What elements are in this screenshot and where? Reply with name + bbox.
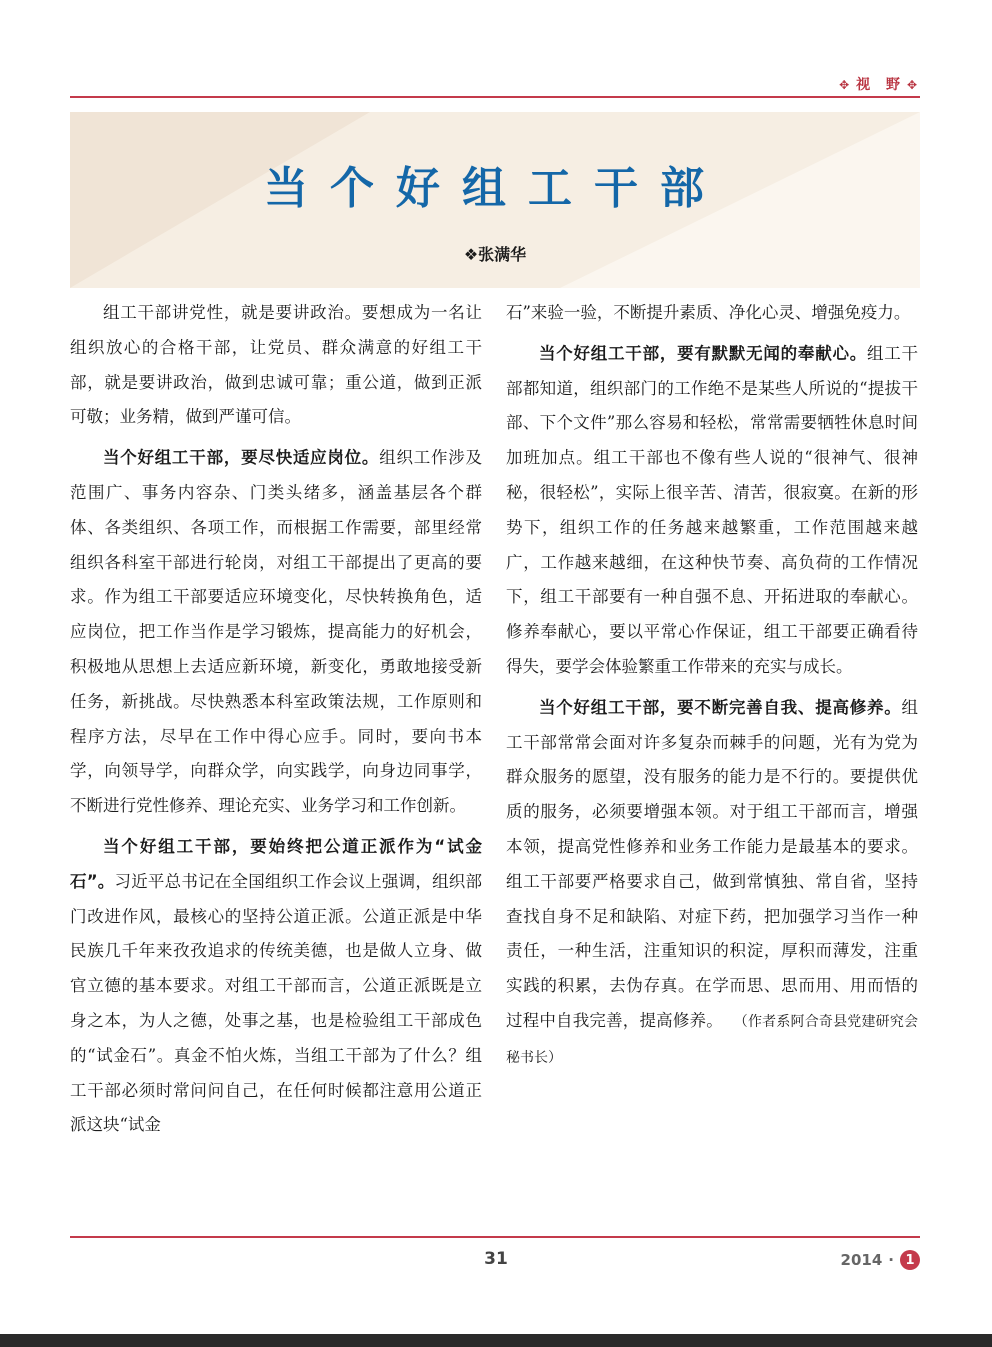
bottom-strip [0, 1334, 992, 1347]
right-column [506, 296, 918, 1082]
ornament-icon: ✥ [839, 78, 851, 92]
section-tag-label: 视 野 [856, 77, 902, 93]
paragraph [70, 830, 482, 1143]
left-column [70, 296, 482, 1149]
author-name: 张满华 [478, 245, 527, 264]
page-number: 31 [484, 1249, 508, 1269]
issue-year: 2014 [840, 1251, 883, 1269]
article-title: 当个好组工干部 [264, 163, 726, 214]
footer-rule [70, 1236, 920, 1238]
paragraph [506, 691, 918, 1076]
paragraph [70, 296, 482, 435]
paragraph-text: 组织工作涉及范围广、事务内容杂、门类头绪多，涵盖基层各个群体、各类组织、各项工作，而根据工作需要，部里经常组织各科室干部进行轮岗，对组工干部提出了更高的要求。作为组工干部要适应环境变化，尽快转换角色，适应岗位，把工作当作是学习锻炼，提高能力的好机会，积极地从思想上去适应新环境，新变化，勇敢地接受新任务，新挑战。尽快熟悉本科室政策法规，工作原则和程序方法，尽早在工作中得心应手。同时，要向书本学，向领导学，向群众学，向实践学，向身边同事学，不断进行党性修养、理论充实、业务学习和工作创新。 [70, 448, 483, 816]
paragraph-lead: 当个好组工干部，要始终把公道正派作为“试金石”。 [70, 836, 482, 891]
paragraph-text: 组工干部讲党性，就是要讲政治。要想成为一名让组织放心的合格干部，让党员、群众满意的好组工干部，就是要讲政治，做到忠诚可靠；重公道，做到正派可敬；业务精，做到严谨可信。 [70, 303, 482, 427]
header-rule [70, 96, 920, 98]
paragraph-lead: 当个好组工干部，要尽快适应岗位。 [103, 448, 380, 468]
paragraph-lead: 当个好组工干部，要不断完善自我、提高修养。 [539, 697, 902, 717]
separator-dot: · [888, 1251, 894, 1269]
diamond-icon: ❖ [463, 245, 479, 264]
author-signature: （作者系阿合奇县党建研究会秘书长） [506, 1013, 919, 1066]
paragraph-text: 组工干部常常会面对许多复杂而棘手的问题，光有为党为群众服务的愿望，没有服务的能力是不行的。要提供优质的服务，必须要增强本领。对于组工干部而言，增强本领，提高党性修养和业务工作能力是最基本的要求。组工干部要严格要求自己，做到常慎独、常自省，坚持查找自身不足和缺陷、对症下药，把加强学习当作一种责任，一种生活，注重知识的积淀，厚积而薄发，注重实践的积累，去伪存真。在学而思、思而用、用而悟的过程中自我完善，提高修养。 [506, 697, 918, 1030]
section-tag [839, 74, 918, 94]
paragraph-text: 组工干部都知道，组织部门的工作绝不是某些人所说的“提拔干部、下个文件”那么容易和轻松，常常需要牺牲休息时间加班加点。组工干部也不像有些人说的“很神气、很神秘，很轻松”，实际上很辛苦、清苦，很寂寞。在新的形势下，组织工作的任务越来越繁重，工作范围越来越广，工作越来越细，在这种快节奏、高负荷的工作情况下，组工干部要有一种自强不息、开拓进取的奉献心。修养奉献心，要以平常心作保证，组工干部要正确看待得失，要学会体验繁重工作带来的充实与成长。 [506, 343, 919, 676]
paragraph-lead: 当个好组工干部，要有默默无闻的奉献心。 [539, 343, 867, 363]
paragraph-text: 石”来验一验，不断提升素质、净化心灵、增强免疫力。 [506, 303, 911, 322]
paragraph [506, 337, 918, 685]
article-author [70, 242, 920, 265]
paragraph-text: 习近平总书记在全国组织工作会议上强调，组织部门改进作风，最核心的坚持公道正派。公道正派是中华民族几千年来孜孜追求的传统美德，也是做人立身、做官立德的基本要求。对组工干部而言，公道正派既是立身之本，为人之德，处事之基，也是检验组工干部成色的“试金石”。真金不怕火炼，当组工干部为了什么？组工干部必须时常问问自己，在任何时候都注意用公道正派这块“试金 [70, 871, 482, 1135]
ornament-icon: ✥ [906, 78, 918, 92]
title-banner [70, 112, 920, 288]
issue-info [841, 1250, 920, 1270]
paragraph [70, 441, 482, 824]
issue-badge: 1 [900, 1250, 920, 1270]
paragraph [506, 296, 918, 331]
